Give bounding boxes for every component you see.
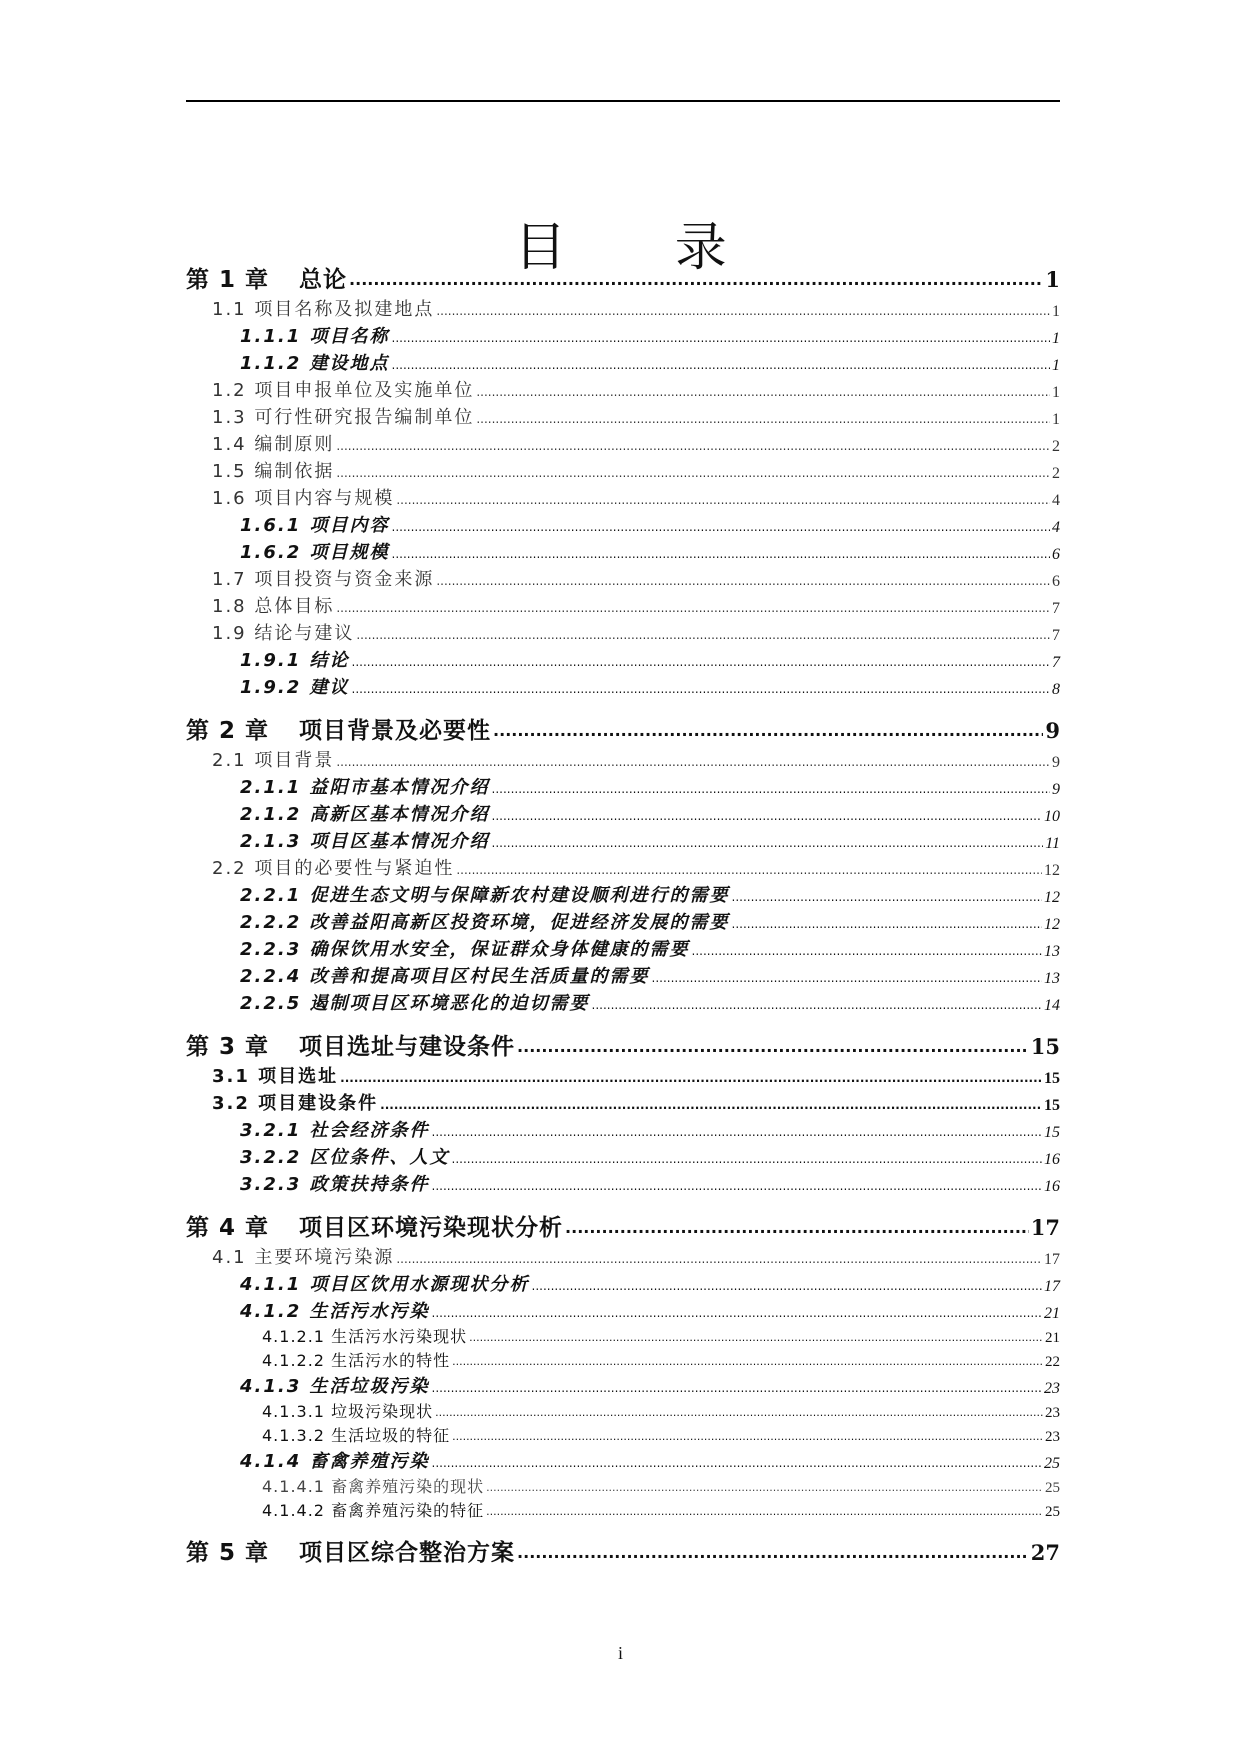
toc-dot-leader xyxy=(336,467,1050,483)
toc-dot-leader xyxy=(380,1099,1042,1115)
toc-page-number: 2 xyxy=(1052,438,1060,455)
toc-chapter-number: 第 1 章 xyxy=(186,267,270,293)
toc-entry[interactable] xyxy=(186,1446,1060,1473)
toc-page-number: 23 xyxy=(1044,1380,1060,1397)
toc-entry-title: 2.1.2 高新区基本情况介绍 xyxy=(240,804,490,825)
toc-entry-title: 2.2.4 改善和提高项目区村民生活质量的需要 xyxy=(240,966,650,987)
toc-page-number: 15 xyxy=(1030,1034,1060,1059)
toc-entry-title: 2.2.5 遏制项目区环境恶化的迫切需要 xyxy=(240,993,590,1014)
toc-entry-title: 2.1.1 益阳市基本情况介绍 xyxy=(240,777,490,798)
toc-entry-title: 1.9.1 结论 xyxy=(240,650,350,671)
toc-chapter-title: 项目区环境污染现状分析 xyxy=(299,1215,564,1241)
toc-entry[interactable] xyxy=(186,988,1060,1015)
toc-entry-title: 4.1.2.1 生活污水污染现状 xyxy=(262,1327,468,1346)
toc-page-number: 6 xyxy=(1052,546,1060,563)
toc-dot-leader xyxy=(392,521,1050,537)
toc-page-number: 1 xyxy=(1045,267,1060,292)
toc-entry-title: 4.1.2.2 生活污水的特性 xyxy=(262,1351,451,1370)
toc-entry-title: 4.1.4 畜禽养殖污染 xyxy=(240,1451,430,1472)
toc-dot-leader xyxy=(356,629,1050,645)
toc-chapter-entry[interactable] xyxy=(186,705,1060,745)
toc-page-number: 25 xyxy=(1045,1504,1060,1520)
toc-entry[interactable] xyxy=(186,745,1060,772)
toc-dot-leader xyxy=(396,1253,1042,1269)
toc-chapter-title: 总论 xyxy=(299,267,348,293)
toc-chapter-heading xyxy=(186,1028,515,1061)
toc-entry[interactable] xyxy=(186,799,1060,826)
toc-dot-leader xyxy=(492,837,1044,853)
toc-chapter-number: 第 2 章 xyxy=(186,718,270,744)
toc-entry[interactable] xyxy=(186,591,1060,618)
toc-dot-leader xyxy=(392,548,1050,564)
toc-dot-leader xyxy=(340,1072,1042,1088)
toc-entry-title: 1.7 项目投资与资金来源 xyxy=(212,569,435,590)
toc-entry-title: 4.1.3.2 生活垃圾的特征 xyxy=(262,1426,451,1445)
toc-chapter-heading xyxy=(186,1534,515,1567)
toc-entry[interactable] xyxy=(186,1422,1060,1446)
toc-dot-leader xyxy=(432,1457,1042,1473)
toc-chapter-heading xyxy=(186,261,347,294)
toc-dot-leader xyxy=(352,683,1050,699)
toc-dot-leader xyxy=(486,1482,1043,1497)
toc-page-number: 6 xyxy=(1052,573,1060,590)
toc-dot-leader xyxy=(432,1180,1042,1196)
toc-entry[interactable] xyxy=(186,1398,1060,1422)
toc-dot-leader xyxy=(349,272,1043,294)
toc-dot-leader xyxy=(486,1506,1043,1521)
toc-page-number: 13 xyxy=(1044,943,1060,960)
toc-dot-leader xyxy=(436,575,1050,591)
toc-dot-leader xyxy=(392,332,1050,348)
toc-entry-title: 4.1.1 项目区饮用水源现状分析 xyxy=(240,1274,530,1295)
toc-chapter-title: 项目背景及必要性 xyxy=(299,718,492,744)
toc-entry[interactable] xyxy=(186,1088,1060,1115)
toc-dot-leader xyxy=(456,864,1042,880)
toc-entry-title: 3.1 项目选址 xyxy=(212,1066,339,1087)
toc-entry[interactable] xyxy=(186,456,1060,483)
toc-page-number: 12 xyxy=(1044,889,1060,906)
toc-dot-leader xyxy=(336,756,1050,772)
toc-entry-title: 4.1 主要环境污染源 xyxy=(212,1247,395,1268)
toc-page-number: 1 xyxy=(1052,384,1060,401)
toc-entry-title: 1.6.2 项目规模 xyxy=(240,542,390,563)
toc-entry-title: 1.6 项目内容与规模 xyxy=(212,488,395,509)
toc-entry-title: 4.1.3.1 垃圾污染现状 xyxy=(262,1402,434,1421)
toc-page-number: 22 xyxy=(1045,1354,1060,1370)
toc-entry-title: 2.2 项目的必要性与紧迫性 xyxy=(212,858,455,879)
toc-page-number: 7 xyxy=(1052,600,1060,617)
toc-dot-leader xyxy=(469,1332,1043,1347)
toc-entry-title: 3.2.3 政策扶持条件 xyxy=(240,1174,430,1195)
toc-dot-leader xyxy=(432,1126,1042,1142)
header-rule xyxy=(186,100,1060,102)
toc-page-number: 10 xyxy=(1044,808,1060,825)
toc-chapter-entry[interactable] xyxy=(186,1202,1060,1242)
toc-page-number: 1 xyxy=(1052,303,1060,320)
toc-chapter-number: 第 4 章 xyxy=(186,1215,270,1241)
toc-entry[interactable] xyxy=(186,537,1060,564)
toc-page-number: 17 xyxy=(1030,1215,1060,1240)
toc-page-number: 27 xyxy=(1030,1540,1060,1565)
toc-page-number: 23 xyxy=(1045,1429,1060,1445)
toc-entry[interactable] xyxy=(186,1269,1060,1296)
toc-dot-leader xyxy=(476,386,1050,402)
toc-dot-leader xyxy=(392,359,1050,375)
toc-dot-leader xyxy=(732,891,1042,907)
toc-entry[interactable] xyxy=(186,961,1060,988)
toc-page-number: 21 xyxy=(1044,1305,1060,1322)
toc-page-number: 4 xyxy=(1052,519,1060,536)
toc-entry[interactable] xyxy=(186,321,1060,348)
toc-entry-title: 1.1 项目名称及拟建地点 xyxy=(212,299,435,320)
toc-dot-leader xyxy=(732,918,1042,934)
toc-page-number: 21 xyxy=(1045,1330,1060,1346)
toc-page-number: 17 xyxy=(1044,1251,1060,1268)
toc-entry[interactable] xyxy=(186,772,1060,799)
toc-entry[interactable] xyxy=(186,1473,1060,1497)
toc-entry-title: 3.2.1 社会经济条件 xyxy=(240,1120,430,1141)
toc-entry-title: 2.2.1 促进生态文明与保障新农村建设顺利进行的需要 xyxy=(240,885,730,906)
toc-entry-title: 1.3 可行性研究报告编制单位 xyxy=(212,407,475,428)
toc-dot-leader xyxy=(352,656,1050,672)
toc-entry-title: 3.2 项目建设条件 xyxy=(212,1093,379,1114)
toc-page-number: 13 xyxy=(1044,970,1060,987)
toc-dot-leader xyxy=(652,972,1042,988)
toc-entry-title: 1.9 结论与建议 xyxy=(212,623,355,644)
toc-entry[interactable] xyxy=(186,510,1060,537)
toc-dot-leader xyxy=(435,1407,1043,1422)
toc-chapter-number: 第 5 章 xyxy=(186,1540,270,1566)
toc-chapter-entry[interactable] xyxy=(186,1021,1060,1061)
toc-entry[interactable] xyxy=(186,826,1060,853)
toc-entry-title: 1.1.2 建设地点 xyxy=(240,353,390,374)
toc-entry-title: 4.1.3 生活垃圾污染 xyxy=(240,1376,430,1397)
toc-dot-leader xyxy=(565,1220,1029,1242)
toc-entry-title: 3.2.2 区位条件、人文 xyxy=(240,1147,450,1168)
toc-entry[interactable] xyxy=(186,402,1060,429)
page-title: 目 录 xyxy=(514,217,773,278)
toc-entry-title: 2.1 项目背景 xyxy=(212,750,335,771)
toc-dot-leader xyxy=(692,945,1042,961)
toc-dot-leader xyxy=(492,783,1050,799)
toc-entry[interactable] xyxy=(186,1497,1060,1521)
toc-page-number: 16 xyxy=(1044,1178,1060,1195)
table-of-contents xyxy=(186,248,1060,1567)
toc-entry-title: 4.1.4.1 畜禽养殖污染的现状 xyxy=(262,1477,485,1496)
toc-entry[interactable] xyxy=(186,1061,1060,1088)
toc-dot-leader xyxy=(493,723,1043,745)
toc-entry[interactable] xyxy=(186,1296,1060,1323)
toc-dot-leader xyxy=(396,494,1050,510)
toc-entry-title: 2.1.3 项目区基本情况介绍 xyxy=(240,831,490,852)
toc-page-number: 9 xyxy=(1045,718,1060,743)
toc-page-number: 1 xyxy=(1052,411,1060,428)
toc-chapter-number: 第 3 章 xyxy=(186,1034,270,1060)
toc-dot-leader xyxy=(432,1307,1042,1323)
toc-entry[interactable] xyxy=(186,1371,1060,1398)
toc-entry[interactable] xyxy=(186,348,1060,375)
toc-entry[interactable] xyxy=(186,934,1060,961)
toc-entry[interactable] xyxy=(186,1347,1060,1371)
toc-page-number: 17 xyxy=(1044,1278,1060,1295)
toc-page-number: 12 xyxy=(1044,862,1060,879)
toc-page-number: 1 xyxy=(1052,330,1060,347)
toc-dot-leader xyxy=(492,810,1042,826)
toc-entry[interactable] xyxy=(186,880,1060,907)
toc-entry[interactable] xyxy=(186,1242,1060,1269)
toc-page-number: 2 xyxy=(1052,465,1060,482)
toc-entry[interactable] xyxy=(186,483,1060,510)
toc-page-number: 23 xyxy=(1045,1405,1060,1421)
toc-dot-leader xyxy=(452,1153,1042,1169)
toc-dot-leader xyxy=(452,1431,1043,1446)
toc-entry[interactable] xyxy=(186,294,1060,321)
toc-chapter-heading xyxy=(186,1209,563,1242)
toc-page-number: 9 xyxy=(1052,781,1060,798)
toc-dot-leader xyxy=(336,602,1050,618)
toc-page-number: 14 xyxy=(1044,997,1060,1014)
toc-page-number: 7 xyxy=(1052,654,1060,671)
toc-entry-title: 1.9.2 建议 xyxy=(240,677,350,698)
toc-chapter-heading xyxy=(186,712,491,745)
toc-entry[interactable] xyxy=(186,907,1060,934)
toc-page-number: 25 xyxy=(1045,1480,1060,1496)
toc-entry[interactable] xyxy=(186,1115,1060,1142)
toc-entry-title: 1.8 总体目标 xyxy=(212,596,335,617)
toc-entry-title: 1.6.1 项目内容 xyxy=(240,515,390,536)
toc-entry[interactable] xyxy=(186,375,1060,402)
toc-page-number: 15 xyxy=(1044,1097,1060,1114)
toc-page-number: 8 xyxy=(1052,681,1060,698)
toc-chapter-entry[interactable] xyxy=(186,254,1060,294)
toc-entry[interactable] xyxy=(186,618,1060,645)
toc-entry[interactable] xyxy=(186,1169,1060,1196)
toc-chapter-title: 项目选址与建设条件 xyxy=(299,1034,516,1060)
toc-chapter-title: 项目区综合整治方案 xyxy=(299,1540,516,1566)
toc-dot-leader xyxy=(517,1545,1029,1567)
toc-dot-leader xyxy=(452,1356,1043,1371)
page-number: i xyxy=(617,1643,623,1663)
toc-dot-leader xyxy=(517,1039,1029,1061)
toc-entry[interactable] xyxy=(186,429,1060,456)
toc-dot-leader xyxy=(336,440,1050,456)
toc-entry[interactable] xyxy=(186,564,1060,591)
toc-page-number: 25 xyxy=(1044,1455,1060,1472)
toc-entry-title: 1.4 编制原则 xyxy=(212,434,335,455)
toc-entry[interactable] xyxy=(186,853,1060,880)
toc-page-number: 15 xyxy=(1044,1070,1060,1087)
toc-page-number: 4 xyxy=(1052,492,1060,509)
toc-page-number: 11 xyxy=(1045,835,1060,852)
toc-page-number: 9 xyxy=(1052,754,1060,771)
toc-dot-leader xyxy=(436,305,1050,321)
toc-entry[interactable] xyxy=(186,1323,1060,1347)
toc-page-number: 15 xyxy=(1044,1124,1060,1141)
toc-page-number: 7 xyxy=(1052,627,1060,644)
toc-entry[interactable] xyxy=(186,1142,1060,1169)
toc-dot-leader xyxy=(476,413,1050,429)
toc-page-number: 12 xyxy=(1044,916,1060,933)
toc-entry-title: 1.2 项目申报单位及实施单位 xyxy=(212,380,475,401)
toc-page-number: 1 xyxy=(1052,357,1060,374)
toc-entry-title: 4.1.4.2 畜禽养殖污染的特征 xyxy=(262,1501,485,1520)
toc-entry-title: 1.1.1 项目名称 xyxy=(240,326,390,347)
toc-dot-leader xyxy=(592,999,1042,1015)
toc-entry[interactable] xyxy=(186,645,1060,672)
toc-entry-title: 2.2.3 确保饮用水安全，保证群众身体健康的需要 xyxy=(240,939,690,960)
toc-dot-leader xyxy=(432,1382,1042,1398)
toc-entry-title: 2.2.2 改善益阳高新区投资环境，促进经济发展的需要 xyxy=(240,912,730,933)
toc-entry-title: 4.1.2 生活污水污染 xyxy=(240,1301,430,1322)
toc-entry-title: 1.5 编制依据 xyxy=(212,461,335,482)
toc-page-number: 16 xyxy=(1044,1151,1060,1168)
toc-entry[interactable] xyxy=(186,672,1060,699)
toc-chapter-entry[interactable] xyxy=(186,1527,1060,1567)
toc-dot-leader xyxy=(532,1280,1042,1296)
